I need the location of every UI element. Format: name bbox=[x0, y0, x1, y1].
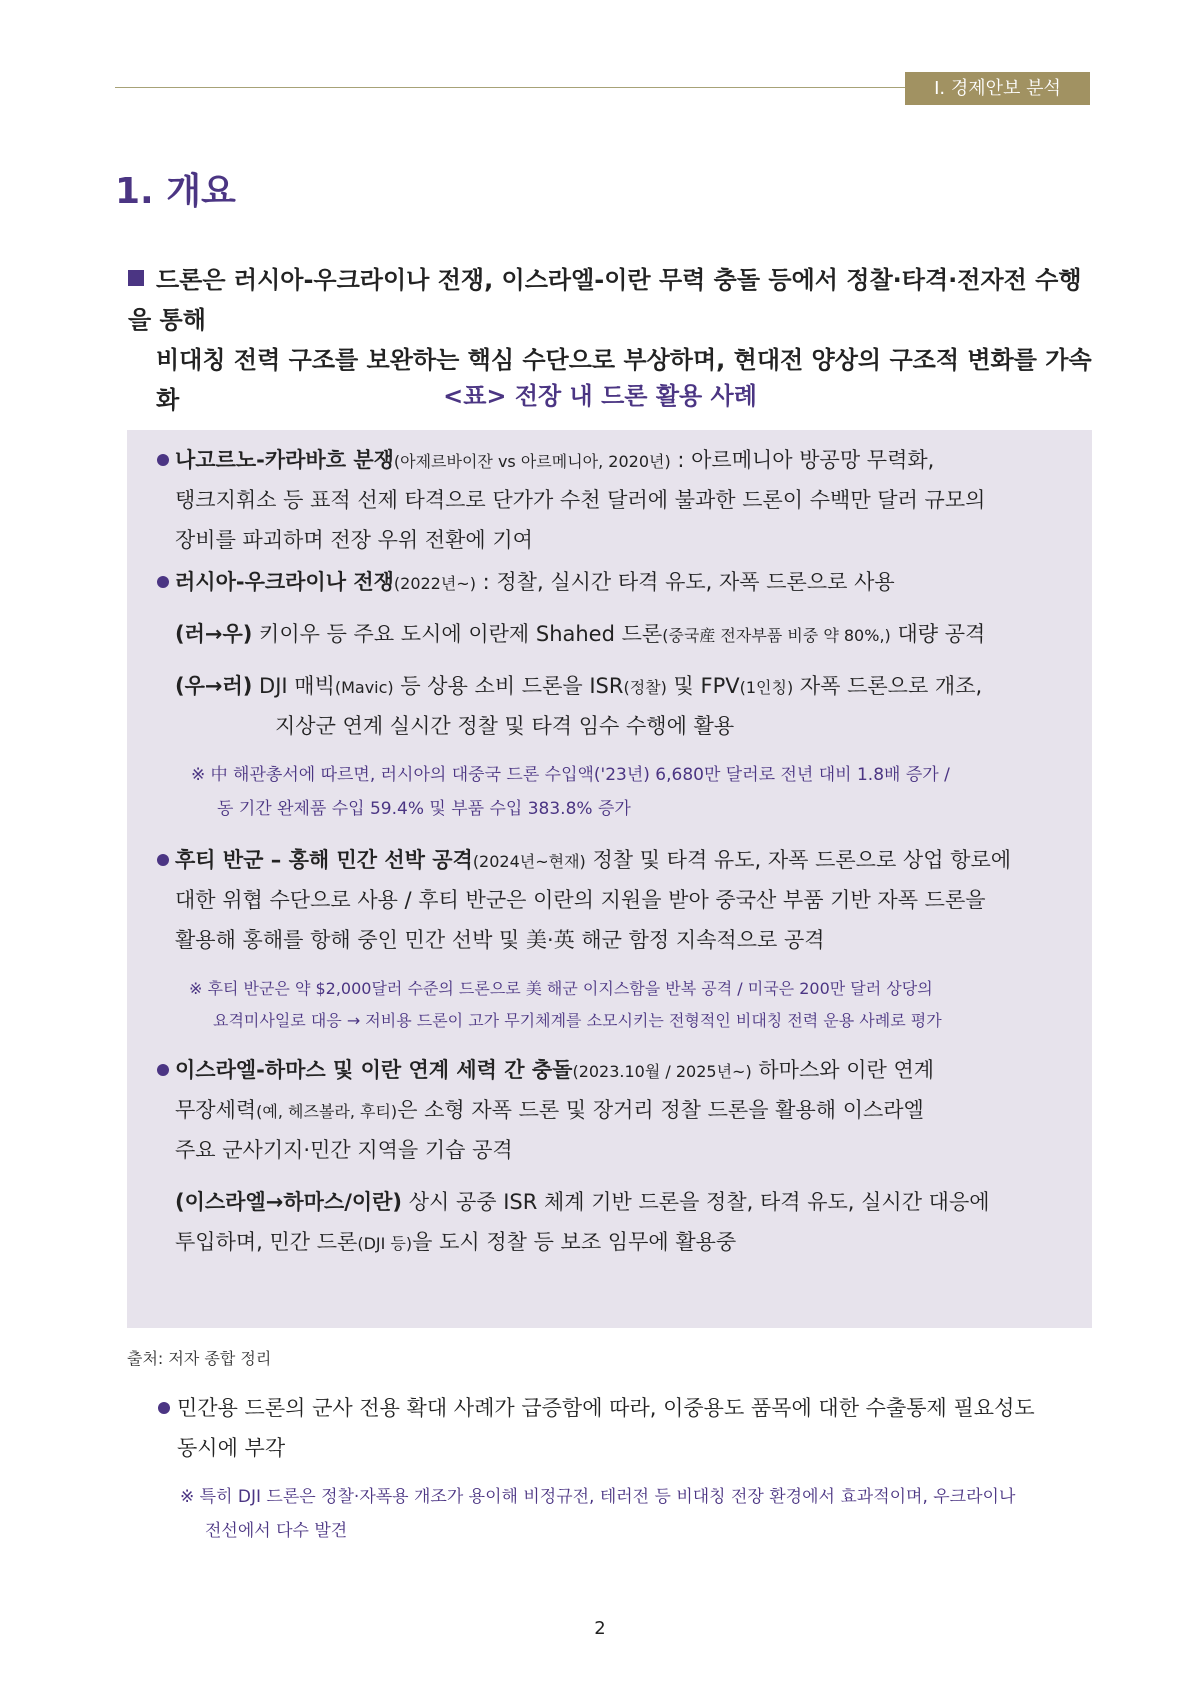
case3-line1 bbox=[175, 840, 1011, 882]
case3-line2: 대한 위협 수단으로 사용 / 후티 반군은 이란의 지원을 받아 중국산 부품 기반 자폭 드론을 bbox=[175, 888, 986, 912]
case3-note-line2: 요격미사일로 대응 → 저비용 드론이 고가 무기체계를 소모시키는 전형적인 비대칭 전력 운용 사례로 평가 bbox=[213, 1011, 942, 1030]
case4-line2-a: 무장세력 bbox=[175, 1098, 257, 1122]
case2-text: : 정찰, 실시간 타격 유도, 자폭 드론으로 사용 bbox=[475, 570, 895, 594]
case4-sub-line2-b: 을 도시 정찰 등 보조 임무에 활용중 bbox=[412, 1230, 737, 1254]
header-rule bbox=[115, 87, 905, 88]
case1-line3: 장비를 파괴하며 전장 우위 전환에 기여 bbox=[175, 528, 533, 552]
case2-sub2-c: 및 FPV bbox=[666, 674, 740, 698]
bullet-note-line2: 전선에서 다수 발견 bbox=[205, 1521, 348, 1541]
lead-line-1: 드론은 러시아-우크라이나 전쟁, 이스라엘-이란 무력 충돌 등에서 정찰·타격·전자전 수행을 통해 bbox=[128, 266, 1082, 334]
case3-text: 정찰 및 타격 유도, 자폭 드론으로 상업 항로에 bbox=[585, 848, 1012, 872]
case4-sub-text: 상시 공중 ISR 체계 기반 드론을 정찰, 타격 유도, 실시간 대응에 bbox=[402, 1190, 990, 1214]
case4-line3: 주요 군사기지·민간 지역을 기습 공격 bbox=[175, 1138, 513, 1162]
case4-meta: (2023.10월 / 2025년~) bbox=[572, 1062, 752, 1081]
case2-sub2 bbox=[175, 666, 982, 708]
case2-sub1 bbox=[175, 614, 985, 656]
case2-note-line1: ※ 中 해관총서에 따르면, 러시아의 대중국 드론 수입액('23년) 6,680만 달러로 전년 대비 1.8배 증가 / bbox=[191, 765, 950, 785]
case4-line2-small: (예, 헤즈볼라, 후티) bbox=[256, 1102, 398, 1121]
case4-text: 하마스와 이란 연계 bbox=[751, 1058, 935, 1082]
case2-title: 러시아-우크라이나 전쟁 bbox=[175, 570, 394, 594]
bullet-line2: 동시에 부각 bbox=[177, 1436, 286, 1460]
source-note: 출처: 저자 종합 정리 bbox=[127, 1349, 272, 1368]
square-bullet-icon bbox=[128, 270, 144, 286]
case2-sub1-end: 대량 공격 bbox=[890, 622, 986, 646]
bullet-note-line1: ※ 특히 DJI 드론은 정찰·자폭용 개조가 용이해 비정규전, 테러전 등 비대칭 전장 환경에서 효과적이며, 우크라이나 bbox=[180, 1487, 1016, 1507]
bullet-dot-icon bbox=[157, 576, 169, 588]
case3-meta: (2024년~현재) bbox=[472, 852, 586, 871]
case1-meta: (아제르바이잔 vs 아르메니아, 2020년) bbox=[393, 452, 671, 471]
section-tag: Ⅰ. 경제안보 분석 bbox=[905, 72, 1090, 105]
case2-sub1-small: (중국産 전자부품 비중 약 80%,) bbox=[662, 626, 891, 645]
bullet-dot-icon bbox=[157, 454, 169, 466]
case4-sub-line2-a: 투입하며, 민간 드론 bbox=[175, 1230, 358, 1254]
bullet-line1: 민간용 드론의 군사 전용 확대 사례가 급증함에 따라, 이중용도 품목에 대한 수출통제 필요성도 bbox=[177, 1396, 1035, 1420]
case2-sub2-s2: (정찰) bbox=[623, 678, 667, 697]
case1-title: 나고르노-카라바흐 분쟁 bbox=[175, 448, 394, 472]
bullet-dot-icon bbox=[158, 1402, 170, 1414]
case2-sub2-line2: 지상군 연계 실시간 정찰 및 타격 임수 수행에 활용 bbox=[275, 714, 735, 738]
case1-text: : 아르메니아 방공망 무력화, bbox=[670, 448, 935, 472]
case2-sub2-b: 등 상용 소비 드론을 ISR bbox=[393, 674, 624, 698]
case4-sub-label: (이스라엘→하마스/이란) bbox=[175, 1190, 403, 1214]
case2-sub2-s1: (Mavic) bbox=[334, 678, 394, 697]
case2-sub1-label: (러→우) bbox=[175, 622, 253, 646]
case2-meta: (2022년~) bbox=[393, 574, 476, 593]
case2-note-line2: 동 기간 완제품 수입 59.4% 및 부품 수입 383.8% 증가 bbox=[217, 799, 631, 819]
case4-sub bbox=[175, 1182, 990, 1222]
case2-sub2-a: DJI 매빅 bbox=[252, 674, 335, 698]
case1-line1 bbox=[175, 440, 934, 482]
case4-sub-line2 bbox=[175, 1222, 736, 1264]
cases-box bbox=[127, 430, 1092, 1328]
bullet-dot-icon bbox=[157, 1064, 169, 1076]
case2-line1 bbox=[175, 562, 895, 604]
case4-sub-line2-small: (DJI 등) bbox=[357, 1234, 413, 1253]
case2-sub2-d: 자폭 드론으로 개조, bbox=[793, 674, 983, 698]
case3-note-line1: ※ 후티 반군은 약 $2,000달러 수준의 드론으로 美 해군 이지스함을 반복 공격 / 미국은 200만 달러 상당의 bbox=[189, 979, 933, 998]
case4-title: 이스라엘-하마스 및 이란 연계 세력 간 충돌 bbox=[175, 1058, 573, 1082]
case3-line3: 활용해 홍해를 항해 중인 민간 선박 및 美·英 해군 함정 지속적으로 공격 bbox=[175, 928, 825, 952]
case2-sub2-s3: (1인칭) bbox=[739, 678, 794, 697]
case4-line2 bbox=[175, 1090, 924, 1132]
lead-line-2: 비대칭 전력 구조를 보완하는 핵심 수단으로 부상하며, 현대전 양상의 구조적 변화를 가속화 bbox=[156, 346, 1092, 414]
case4-line1 bbox=[175, 1050, 934, 1092]
case1-line2: 탱크지휘소 등 표적 선제 타격으로 단가가 수천 달러에 불과한 드론이 수백만 달러 규모의 bbox=[175, 488, 986, 512]
case3-title: 후티 반군 – 홍해 민간 선박 공격 bbox=[175, 848, 473, 872]
section-title: 1. 개요 bbox=[115, 171, 236, 212]
case4-line2-b: 은 소형 자폭 드론 및 장거리 정찰 드론을 활용해 이스라엘 bbox=[397, 1098, 924, 1122]
table-caption: <표> 전장 내 드론 활용 사례 bbox=[443, 382, 757, 410]
case2-sub1-text: 키이우 등 주요 도시에 이란제 Shahed 드론 bbox=[252, 622, 663, 646]
bullet-dot-icon bbox=[157, 854, 169, 866]
case2-sub2-label: (우→러) bbox=[175, 674, 253, 698]
page-number: 2 bbox=[594, 1618, 606, 1639]
